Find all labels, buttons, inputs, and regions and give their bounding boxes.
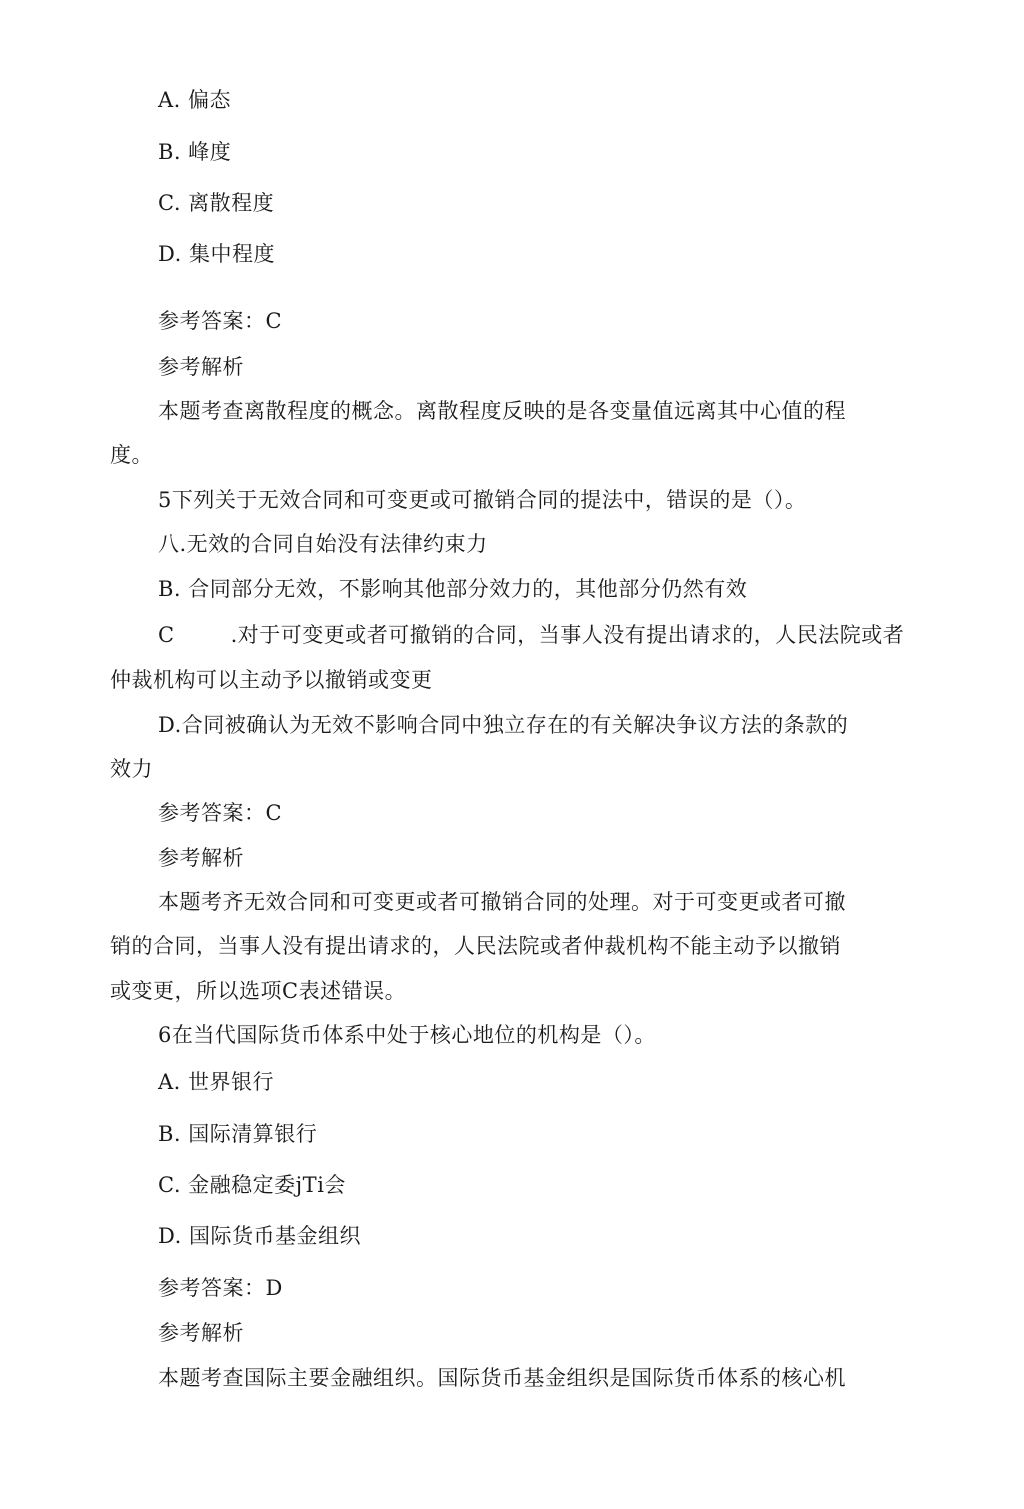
q5-option-c-text: .对于可变更或者可撤销的合同，当事人没有提出请求的，人民法院或者 bbox=[230, 623, 905, 647]
q4-option-a: A. 偏态 bbox=[158, 88, 232, 112]
q6-answer: 参考答案：D bbox=[158, 1276, 283, 1300]
q6-analysis-label: 参考解析 bbox=[158, 1321, 244, 1345]
q5-analysis-line: 本题考齐无效合同和可变更或者可撤销合同的处理。对于可变更或者可撤 bbox=[158, 890, 846, 914]
q5-analysis-line: 销的合同，当事人没有提出请求的，人民法院或者仲裁机构不能主动予以撤销 bbox=[110, 934, 841, 958]
q6-analysis-line: 本题考查国际主要金融组织。国际货币基金组织是国际货币体系的核心机 bbox=[158, 1366, 846, 1390]
q6-option-b: B. 国际清算银行 bbox=[158, 1122, 318, 1146]
q5-option-a: 八.无效的合同自始没有法律约束力 bbox=[158, 532, 488, 556]
q6-option-d: D. 国际货币基金组织 bbox=[158, 1224, 361, 1248]
q4-analysis-line: 本题考查离散程度的概念。离散程度反映的是各变量值远离其中心值的程 bbox=[158, 399, 846, 423]
q5-option-d: D.合同被确认为无效不影响合同中独立存在的有关解决争议方法的条款的 bbox=[158, 713, 849, 737]
q5-analysis-line: 或变更，所以选项C表述错误。 bbox=[110, 979, 407, 1003]
q6-option-c: C. 金融稳定委jTi会 bbox=[158, 1173, 346, 1197]
q6-stem: 6在当代国际货币体系中处于核心地位的机构是（）。 bbox=[158, 1023, 656, 1047]
q6-option-a: A. 世界银行 bbox=[158, 1070, 275, 1094]
q4-analysis-label: 参考解析 bbox=[158, 355, 244, 379]
q5-option-c-cont: 仲裁机构可以主动予以撤销或变更 bbox=[110, 668, 433, 692]
q4-option-c: C. 离散程度 bbox=[158, 191, 275, 215]
q5-option-b: B. 合同部分无效，不影响其他部分效力的，其他部分仍然有效 bbox=[158, 577, 748, 601]
q5-option-c bbox=[158, 621, 904, 649]
q5-option-d-cont: 效力 bbox=[110, 757, 153, 781]
q4-option-b: B. 峰度 bbox=[158, 140, 232, 164]
q5-option-c-letter: C bbox=[158, 623, 175, 647]
q4-option-d: D. 集中程度 bbox=[158, 242, 275, 266]
q5-analysis-label: 参考解析 bbox=[158, 846, 244, 870]
q5-stem: 5下列关于无效合同和可变更或可撤销合同的提法中，错误的是（）。 bbox=[158, 488, 807, 512]
q4-analysis-line: 度。 bbox=[110, 443, 153, 467]
q4-answer: 参考答案：C bbox=[158, 309, 283, 333]
q5-answer: 参考答案：C bbox=[158, 801, 283, 825]
